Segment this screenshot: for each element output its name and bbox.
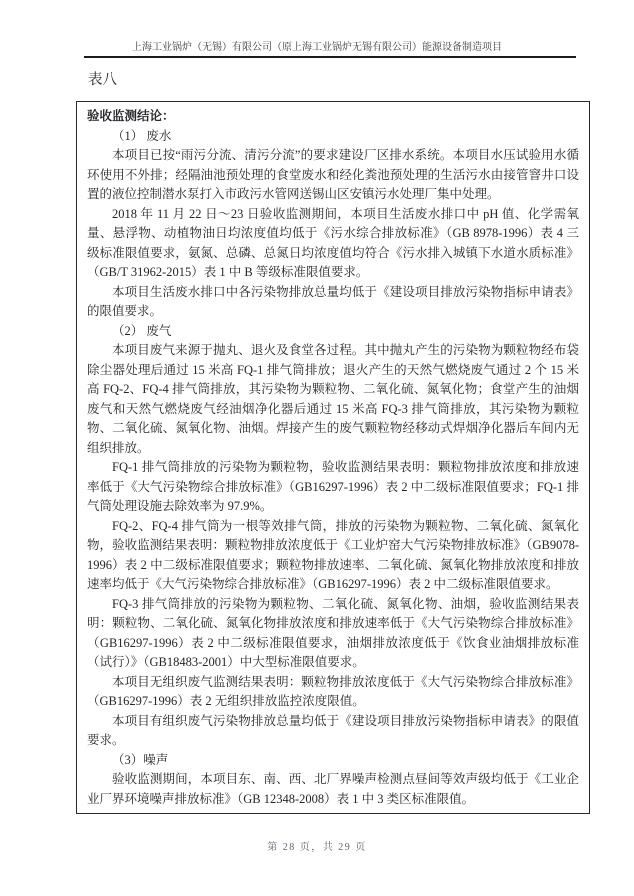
para-wastewater-system: 本项目已按“雨污分流、清污分流”的要求建设厂区排水系统。本项目水压试验用水循环使用不外排；经隔油池预处理的食堂废水和经化粪池预处理的生活污水由接管窨井口设置的液位控制潜水泵打入市政污水管网送锡山区安镇污水处理厂集中处理。 [87, 148, 579, 201]
para-fq2-fq4-stack: FQ-2、FQ-4 排气筒为一根等效排气筒，排放的污染物为颗粒物、二氧化硫、氮氧化物，验收监测结果表明：颗粒物排放浓度低于《工业炉窑大气污染物排放标准》（GB9078-1996）表 2 中二级标准限值要求；颗粒物排放速率、二氧化硫、氮氧化物排放浓度和排放速率均低于《大气污染物综合排放标准》（GB16297-1996）表 2 中二级标准限值要求。 [87, 518, 579, 591]
conclusion-box [76, 101, 590, 814]
table-label: 表八 [88, 72, 117, 88]
section-heading-wastewater: （1） 废水 [112, 128, 172, 143]
section-heading-noise: （3）噪声 [112, 752, 169, 767]
page-number: 第 28 页，共 29 页 [267, 842, 367, 853]
header-rule [84, 56, 576, 58]
para-organized-total: 本项目有组织废气污染物排放总量均低于《建设项目排放污染物指标申请表》的限值要求。 [87, 713, 579, 747]
conclusion-title: 验收监测结论： [87, 109, 175, 123]
para-fq3-stack: FQ-3 排气筒排放的污染物为颗粒物、二氧化硫、氮氧化物、油烟，验收监测结果表明：颗粒物、二氧化硫、氮氧化物排放浓度和排放速率低于《大气污染物综合排放标准》（GB16297-1996）表 2 中二级标准限值要求，油烟排放浓度低于《饮食业油烟排放标准（试行）》（GB18483-2001）中大型标准限值要求。 [87, 596, 579, 669]
section-heading-exhaust-gas: （2） 废气 [112, 323, 172, 338]
para-noise-monitoring: 验收监测期间，本项目东、南、西、北厂界噪声检测点昼间等效声级均低于《工业企业厂界环境噪声排放标准》（GB 12348-2008）表 1 中 3 类区标准限值。 [87, 772, 579, 806]
header-title: 上海工业锅炉（无锡）有限公司（原上海工业锅炉无锡有限公司）能源设备制造项目 [132, 42, 502, 53]
para-fq1-stack: FQ-1 排气筒排放的污染物为颗粒物，验收监测结果表明：颗粒物排放浓度和排放速率低于《大气污染物综合排放标准》（GB16297-1996）表 2 中二级标准限值要求；FQ-1 排气筒处理设施去除效率为 97.9%。 [87, 460, 579, 513]
para-wastewater-monitoring: 2018 年 11 月 22 日～23 日验收监测期间，本项目生活废水排口中 pH 值、化学需氧量、悬浮物、动植物油日均浓度值均低于《污水综合排放标准》（GB 8978-1996）表 4 三级标准限值要求，氨氮、总磷、总氮日均浓度值均符合《污水排入城镇下水道水质标准》（GB/T 31962-2015）表 1 中 B 等级标准限值要求。 [87, 206, 579, 279]
para-fugitive-emissions: 本项目无组织废气监测结果表明：颗粒物排放浓度低于《大气污染物综合排放标准》（GB16297-1996）表 2 无组织排放监控浓度限值。 [87, 674, 579, 708]
para-exhaust-sources: 本项目废气来源于抛丸、退火及食堂各过程。其中抛丸产生的污染物为颗粒物经布袋除尘器处理后通过 15 米高 FQ-1 排气筒排放；退火产生的天然气燃烧废气通过 2 个 15 米高 FQ-2、FQ-4 排气筒排放，其污染物为颗粒物、二氧化硫、氮氧化物；食堂产生的油烟废气和天然气燃烧废气经油烟净化器后通过 15 米高 FQ-3 排气筒排放，其污染物为颗粒物、二氧化硫、氮氧化物、油烟。焊接产生的废气颗粒物经移动式焊烟净化器后车间内无组织排放。 [87, 343, 579, 455]
para-wastewater-total: 本项目生活废水排口中各污染物排放总量均低于《建设项目排放污染物指标申请表》的限值要求。 [87, 284, 579, 318]
